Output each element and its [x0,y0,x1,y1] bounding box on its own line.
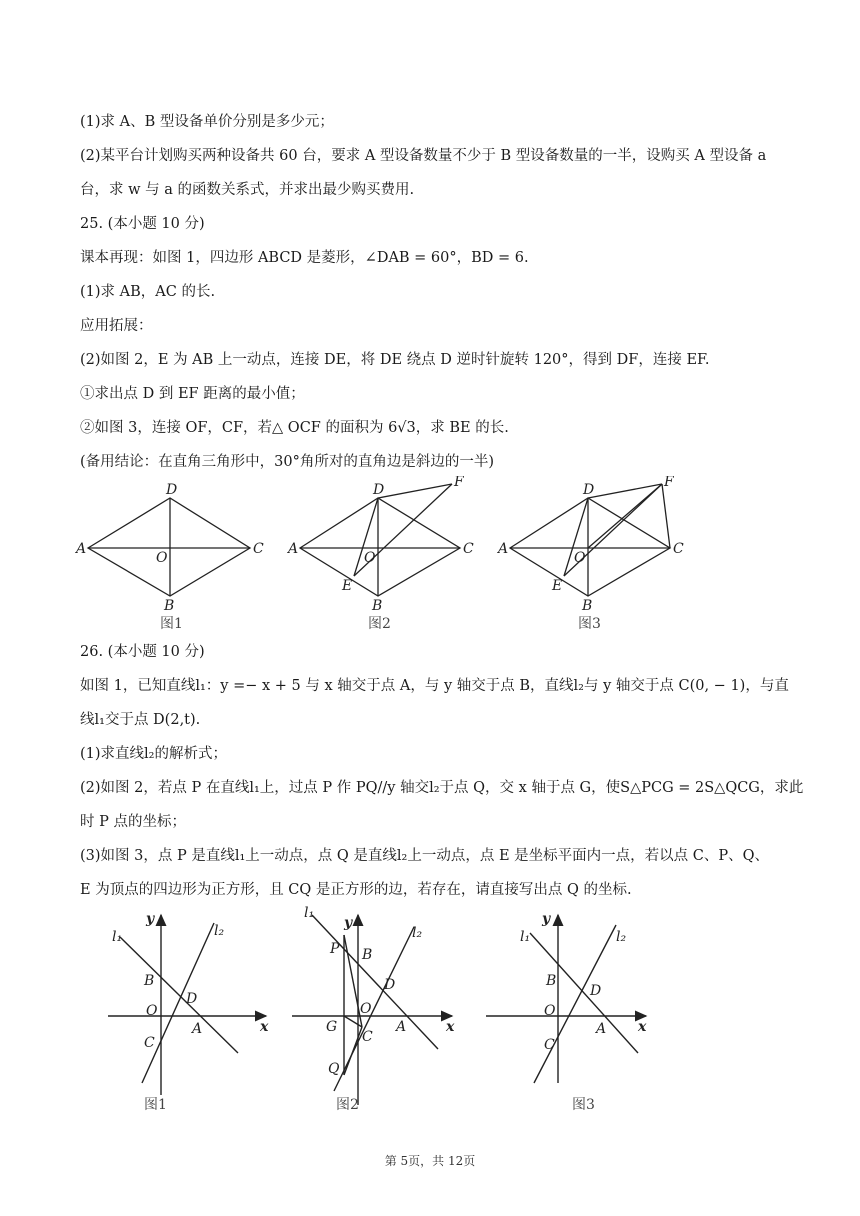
point-label-C: C [544,1037,555,1053]
text-line-13: 如图 1，已知直线l₁：y =− x + 5 与 x 轴交于点 A，与 y 轴交于点 B，直线l₂与 y 轴交于点 C(0, − 1)，与直 [80,678,789,694]
point-label-C: C [673,541,684,557]
text-line-14: 线l₁交于点 D(2,t). [80,712,201,728]
figure-26-caption-2: 图2 [336,1097,359,1113]
point-label-B: B [362,947,373,963]
question-25-header: 25. (本小题 10 分) [80,216,205,232]
text-line-17: 时 P 点的坐标； [80,814,186,830]
point-label-A: A [596,1021,607,1037]
point-label-O: O [544,1003,556,1019]
point-label-A: A [396,1019,407,1035]
figure-26-caption-3: 图3 [572,1097,595,1113]
point-label-D: D [186,991,198,1007]
text-line-10: ②如图 3，连接 OF，CF，若△ OCF 的面积为 6√3，求 BE 的长. [80,420,509,436]
line-label-l1: l₁ [304,905,315,921]
axis-label-x: x [638,1019,647,1035]
point-label-A: A [498,541,509,557]
point-label-E: E [342,578,353,594]
point-label-C: C [253,541,264,557]
point-label-G: G [326,1019,338,1035]
line-label-l2: l₂ [412,925,423,941]
text-line-7: 应用拓展： [80,318,153,334]
text-line-19: E 为顶点的四边形为正方形，且 CQ 是正方形的边，若存在，请直接写出点 Q 的坐标. [80,882,632,898]
point-label-O: O [360,1001,372,1017]
axis-label-y: y [542,911,551,927]
point-label-Q: Q [328,1061,340,1077]
figure-25-caption-3: 图3 [578,616,601,632]
point-label-B: B [144,973,155,989]
point-label-A: A [288,541,299,557]
point-label-P: P [330,941,340,957]
text-line-3: 台，求 w 与 a 的函数关系式，并求出最少购买费用. [80,182,415,198]
point-label-D: D [384,977,396,993]
line-label-l2: l₂ [616,929,627,945]
point-label-D: D [590,983,602,999]
point-label-C: C [463,541,474,557]
axis-label-y: y [146,911,155,927]
axis-label-x: x [260,1019,269,1035]
text-line-11: (备用结论：在直角三角形中，30°角所对的直角边是斜边的一半) [80,454,495,470]
line-label-l1: l₁ [520,929,531,945]
point-label-B: B [372,598,383,614]
text-line-16: (2)如图 2，若点 P 在直线l₁上，过点 P 作 PQ//y 轴交l₂于点 Q，交 x 轴于点 G，使S△PCG = 2S△QCG，求此 [80,780,804,796]
point-label-O: O [146,1003,158,1019]
point-label-B: B [582,598,593,614]
point-label-F: F [454,476,464,490]
text-line-9: ①求出点 D 到 EF 距离的最小值； [80,386,305,402]
text-line-18: (3)如图 3，点 P 是直线l₁上一动点，点 Q 是直线l₂上一动点，点 E 是坐标平面内一点，若以点 C、P、Q、 [80,848,770,864]
point-label-B: B [546,973,557,989]
text-line-8: (2)如图 2，E 为 AB 上一动点，连接 DE，将 DE 绕点 D 逆时针旋转 120°，得到 DF，连接 EF. [80,352,710,368]
point-label-O: O [364,550,376,566]
point-label-D: D [583,482,595,498]
figure-26-caption-1: 图1 [144,1097,167,1113]
question-26-header: 26. (本小题 10 分) [80,644,205,660]
text-line-15: (1)求直线l₂的解析式； [80,746,227,762]
point-label-B: B [164,598,175,614]
text-line-1: (1)求 A、B 型设备单价分别是多少元； [80,114,334,130]
axis-label-y: y [344,915,353,931]
point-label-D: D [373,482,385,498]
point-label-E: E [552,578,563,594]
point-label-A: A [192,1021,203,1037]
text-line-6: (1)求 AB，AC 的长. [80,284,216,300]
figure-25-caption-2: 图2 [368,616,391,632]
text-line-2: (2)某平台计划购买两种设备共 60 台，要求 A 型设备数量不少于 B 型设备数量的一半，设购买 A 型设备 a [80,148,767,164]
point-label-F: F [664,476,674,490]
axis-label-x: x [446,1019,455,1035]
line-label-l2: l₂ [214,923,225,939]
figure-26 [100,905,680,1115]
point-label-C: C [362,1029,373,1045]
point-label-O: O [156,550,168,566]
point-label-O: O [574,550,586,566]
figure-25-caption-1: 图1 [160,616,183,632]
line-label-l1: l₁ [112,929,123,945]
point-label-A: A [76,541,87,557]
page-footer: 第 5页，共 12页 [384,1154,476,1168]
point-label-D: D [166,482,178,498]
figure-25 [70,476,710,636]
text-line-5: 课本再现：如图 1，四边形 ABCD 是菱形，∠DAB = 60°，BD = 6. [80,250,529,266]
point-label-C: C [144,1035,155,1051]
